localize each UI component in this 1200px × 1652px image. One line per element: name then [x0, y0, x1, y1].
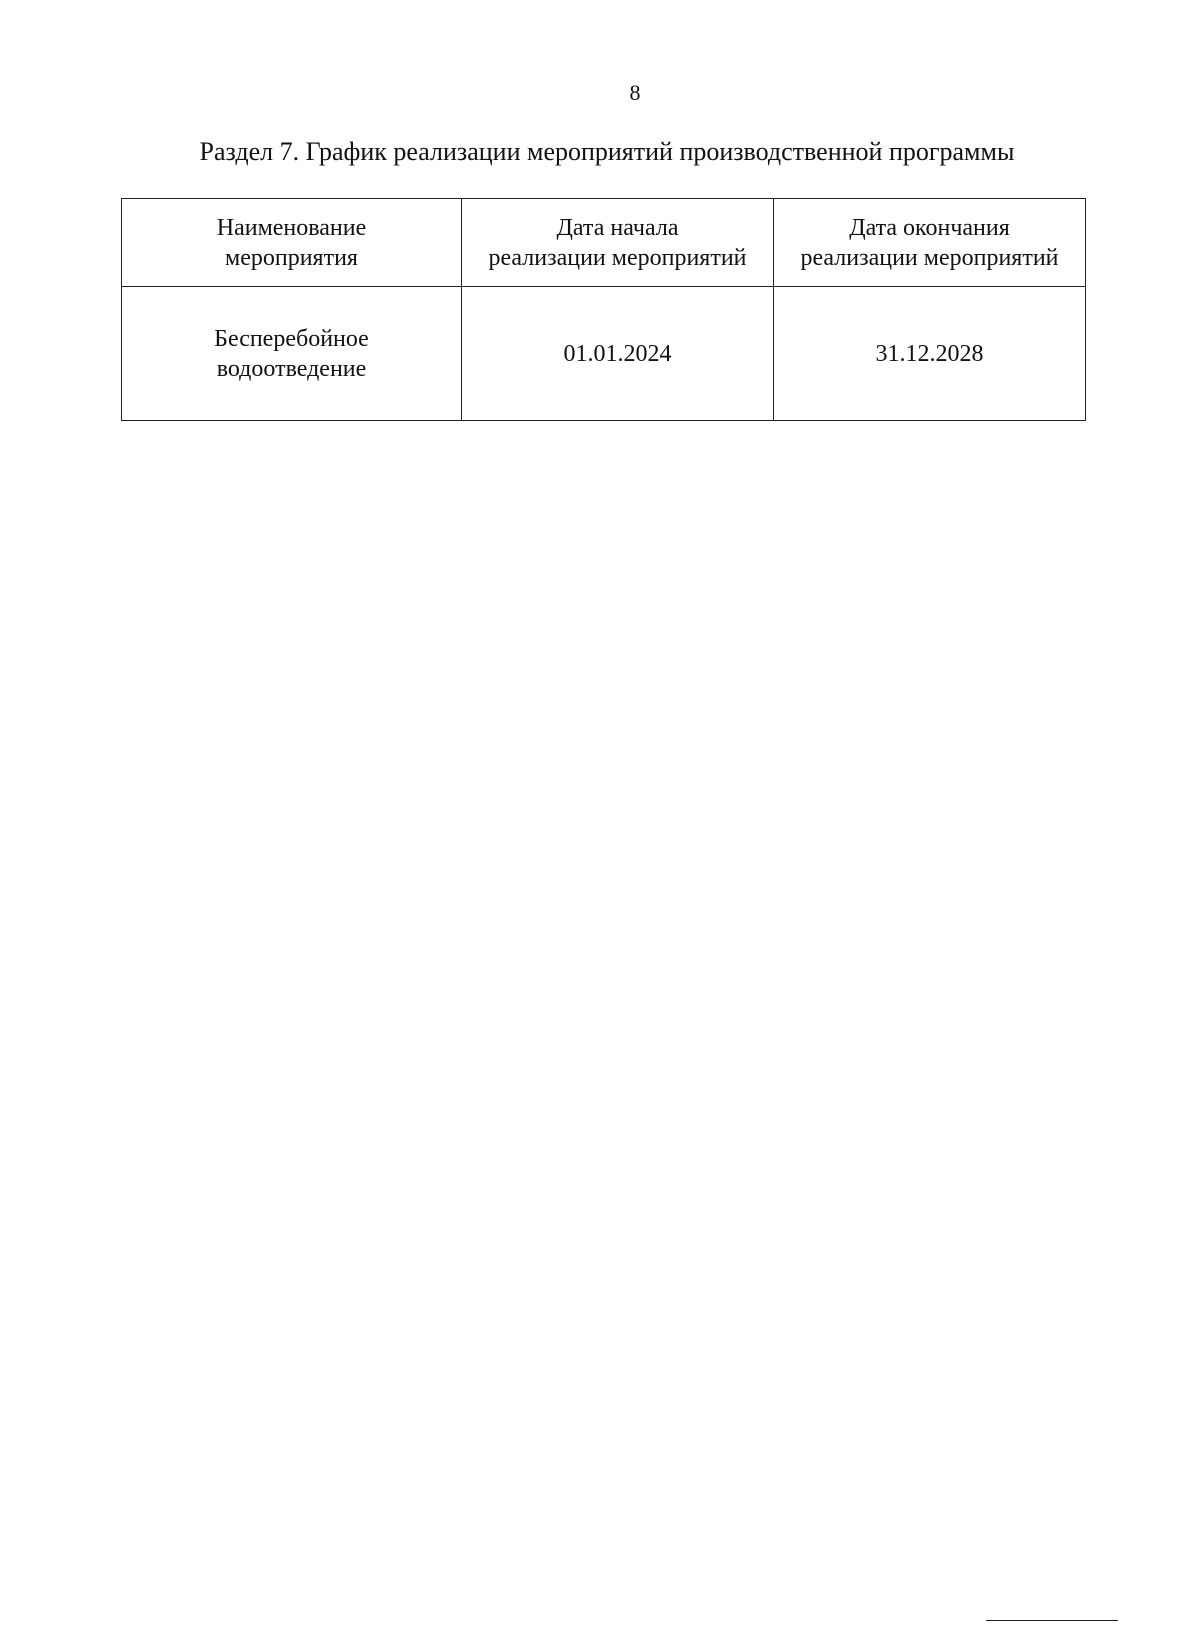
- header-end-date: [774, 199, 1086, 287]
- header-end-date-line1: Дата окончания: [849, 214, 1010, 241]
- header-start-date: [462, 199, 774, 287]
- header-start-date-line1: Дата начала: [556, 214, 679, 241]
- cell-start-date: 01.01.2024: [462, 287, 774, 421]
- section-title: Раздел 7. График реализации мероприятий производственной программы: [199, 137, 1015, 166]
- header-activity-name: [122, 199, 462, 287]
- cell-activity-name-line2: водоотведение: [216, 355, 367, 382]
- table-header-row: [122, 199, 1086, 287]
- header-activity-name-line2: мероприятия: [225, 244, 358, 271]
- schedule-table: [121, 198, 1086, 421]
- footer-rule: [986, 1620, 1118, 1621]
- header-activity-name-line1: Наименование: [216, 214, 367, 241]
- cell-activity-name: [122, 287, 462, 421]
- table-row: [122, 287, 1086, 421]
- cell-end-date: 31.12.2028: [774, 287, 1086, 421]
- page-number: 8: [629, 80, 641, 105]
- cell-activity-name-line1: Бесперебойное: [214, 325, 369, 352]
- header-start-date-line2: реализации мероприятий: [488, 244, 747, 271]
- header-end-date-line2: реализации мероприятий: [800, 244, 1059, 271]
